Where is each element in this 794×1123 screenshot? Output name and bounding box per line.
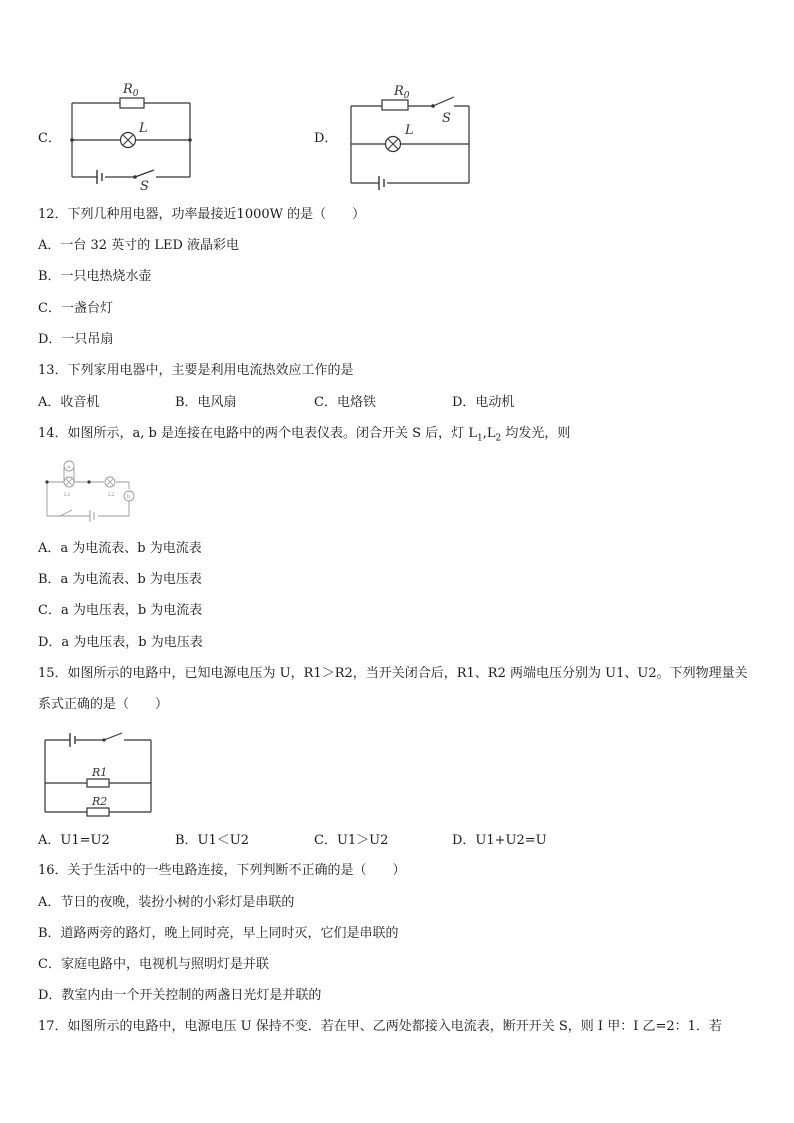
q14-option-b: B．a 为电流表、b 为电压表 — [38, 572, 202, 587]
question-17-stem: 17．如图所示的电路中，电源电压 U 保持不变．若在甲、乙两处都接入电流表，断开开关 S，则 I 甲：I 乙=2：1．若 — [38, 1019, 722, 1034]
question-13-stem: 13．下列家用电器中，主要是利用电流热效应工作的是 — [38, 363, 354, 378]
resistor-r1 — [87, 779, 109, 787]
question-15-stem-line1: 15．如图所示的电路中，已知电源电压为 U，R1＞R2，当开关闭合后，R1、R2 两端电压分别为 U1、U2。下列物理量关 — [38, 666, 748, 681]
q14-option-a: A．a 为电流表、b 为电流表 — [38, 541, 202, 556]
q15-options-row — [38, 832, 547, 850]
circuit-diagram-c — [66, 80, 196, 194]
q12-option-c: C．一盏台灯 — [38, 301, 113, 316]
battery — [70, 733, 75, 747]
q13-option-d: D．电动机 — [452, 395, 515, 410]
q13-options-row — [38, 394, 514, 412]
question-14-stem: 14．如图所示，a, b 是连接在电路中的两个电表仪表。闭合开关 S 后，灯 $L_1,L_2$ 均发光，则 — [38, 426, 571, 444]
svg-text:a: a — [67, 464, 70, 470]
q15-option-b: B．U1＜U2 — [175, 833, 250, 848]
question-16-stem: 16．关于生活中的一些电路连接，下列判断不正确的是（ ） — [38, 863, 406, 878]
resistor-r0 — [382, 100, 408, 110]
battery — [97, 170, 102, 184]
svg-text:R2: R2 — [92, 795, 108, 808]
resistor-r0 — [120, 98, 144, 108]
svg-text:b: b — [127, 494, 131, 500]
svg-text:L: L — [139, 121, 148, 136]
svg-text:L: L — [405, 123, 414, 138]
battery — [379, 176, 384, 190]
switch-s — [135, 170, 154, 177]
svg-text:R1: R1 — [92, 766, 108, 779]
circuit-diagram-q15 — [40, 728, 156, 820]
q13-option-b: B．电风扇 — [175, 395, 237, 410]
svg-text:L1: L1 — [64, 492, 71, 498]
option-c-label: C． — [38, 131, 61, 146]
q16-option-b: B．道路两旁的路灯，晚上同时亮，早上同时灭，它们是串联的 — [38, 926, 399, 941]
svg-text:S: S — [140, 179, 149, 194]
svg-text:S: S — [442, 111, 451, 126]
q12-option-b: B．一只电热烧水壶 — [38, 269, 152, 284]
q14-option-d: D．a 为电压表，b 为电压表 — [38, 635, 203, 650]
q16-option-d: D．教室内由一个开关控制的两盏日光灯是并联的 — [38, 988, 322, 1003]
q15-option-d: D．U1+U2=U — [452, 833, 547, 848]
question-12-stem: 12．下列几种用电器，功率最接近1000W 的是（ ） — [38, 207, 366, 222]
q14-option-c: C．a 为电压表，b 为电流表 — [38, 603, 203, 618]
q15-option-c: C．U1＞U2 — [314, 833, 389, 848]
svg-text:L2: L2 — [108, 492, 115, 498]
svg-text:R0: $R_0$ — [394, 84, 410, 101]
resistor-r2 — [87, 808, 109, 816]
circuit-diagram-q14 — [44, 454, 140, 526]
q12-option-d: D．一只吊扇 — [38, 332, 114, 347]
option-d-label: D． — [314, 131, 338, 146]
question-15-stem-line2: 系式正确的是（ ） — [38, 697, 169, 712]
q13-option-a: A．收音机 — [38, 395, 100, 410]
q15-option-a: A．U1=U2 — [38, 833, 110, 848]
circuit-diagram-d — [346, 80, 476, 190]
q16-option-a: A．节日的夜晚，装扮小树的小彩灯是串联的 — [38, 895, 295, 910]
q16-option-c: C．家庭电路中，电视机与照明灯是并联 — [38, 957, 269, 972]
svg-text:R0: $R_0$ — [123, 82, 139, 99]
switch-s — [433, 97, 454, 106]
q13-option-c: C．电烙铁 — [314, 395, 376, 410]
q12-option-a: A．一台 32 英寸的 LED 液晶彩电 — [38, 238, 240, 253]
switch — [104, 733, 122, 740]
